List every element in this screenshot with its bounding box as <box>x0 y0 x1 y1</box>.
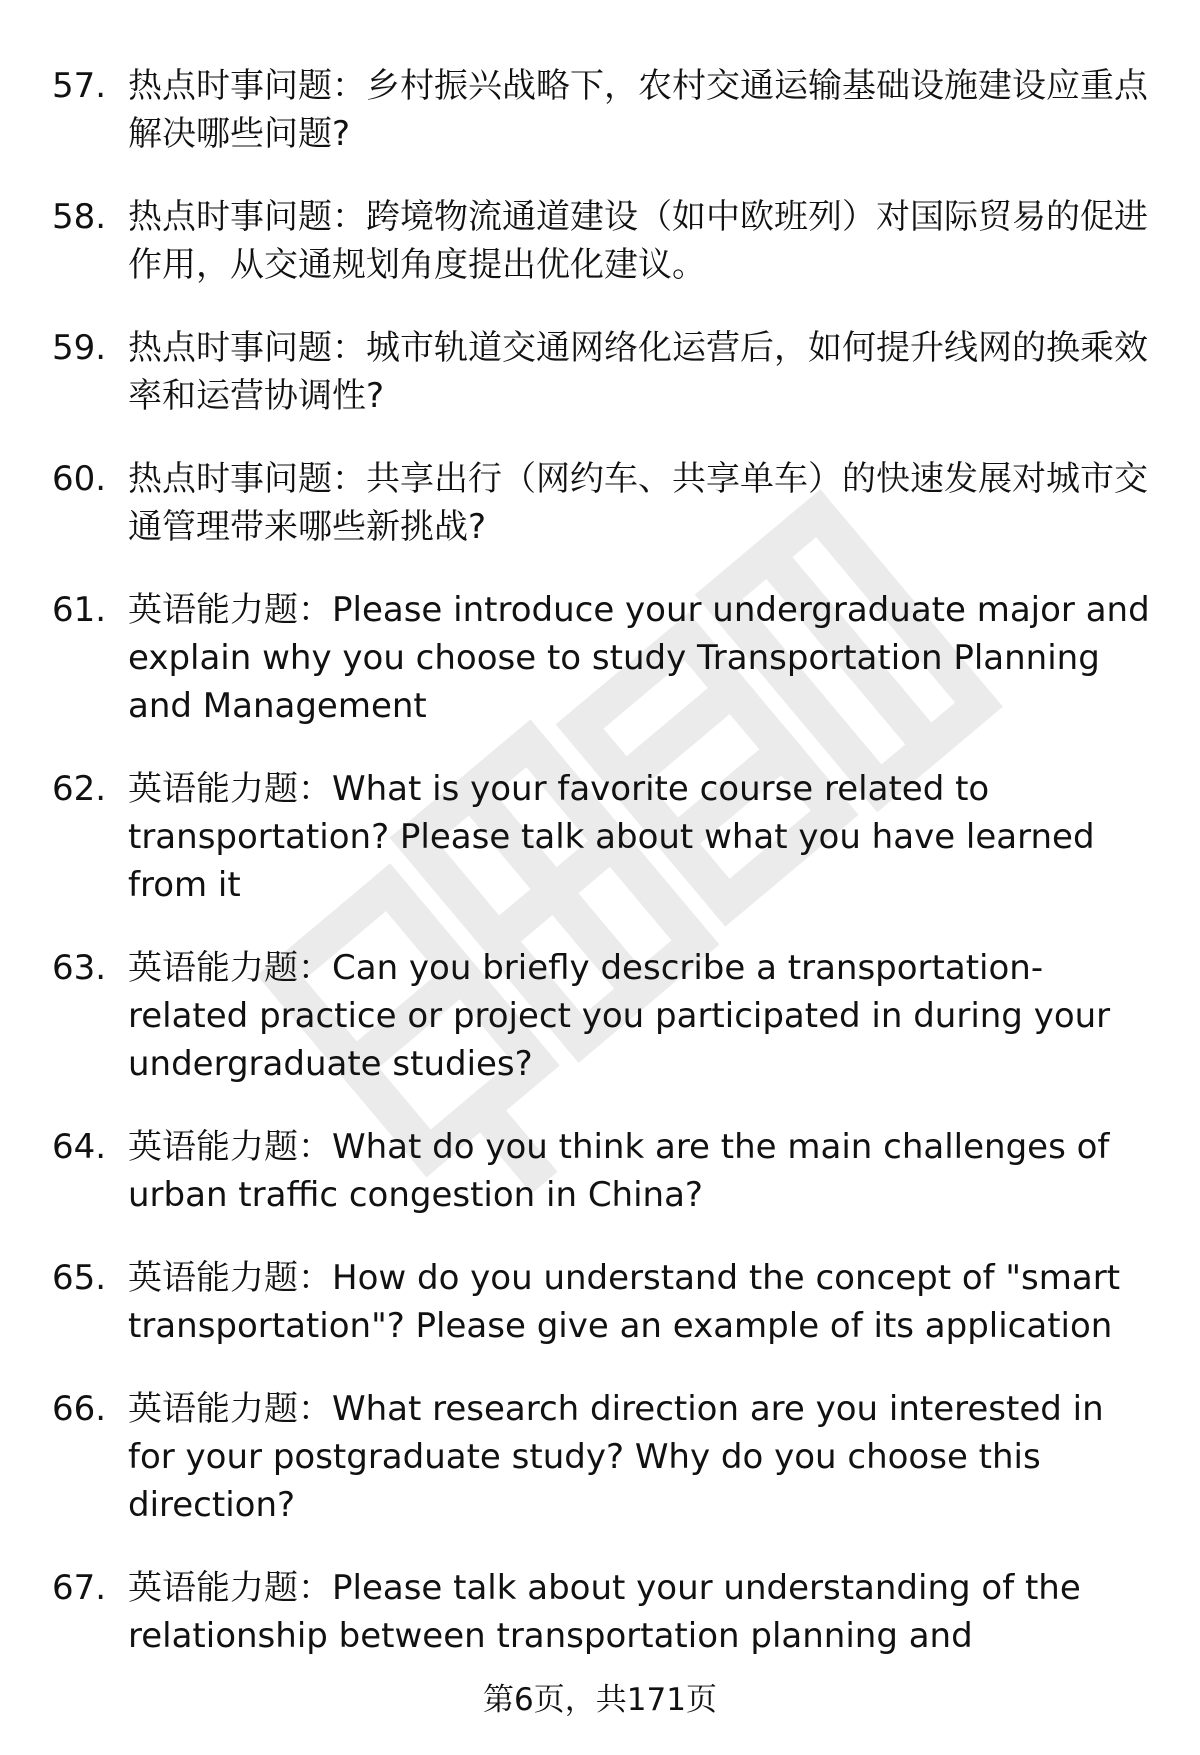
question-list <box>0 62 1200 1695</box>
question-item <box>0 62 1200 158</box>
question-item <box>0 1123 1200 1219</box>
question-text: 热点时事问题：乡村振兴战略下，农村交通运输基础设施建设应重点解决哪些问题? <box>128 66 1148 154</box>
question-text: 英语能力题：Please introduce your undergraduate major and explain why you choose to study Transportation Planning and Management <box>128 590 1150 726</box>
question-item <box>0 1564 1200 1660</box>
question-number: 66. <box>52 1389 107 1429</box>
question-number: 64. <box>52 1127 107 1167</box>
question-text: 热点时事问题：跨境物流通道建设（如中欧班列）对国际贸易的促进作用，从交通规划角度提出优化建议。 <box>128 197 1148 285</box>
question-item <box>0 586 1200 730</box>
question-number: 63. <box>52 948 107 988</box>
question-number: 65. <box>52 1258 107 1298</box>
question-item <box>0 1254 1200 1350</box>
question-number: 67. <box>52 1568 107 1608</box>
question-item <box>0 765 1200 909</box>
question-number: 59. <box>52 328 107 368</box>
question-text: 英语能力题：What do you think are the main challenges of urban traffic congestion in China? <box>128 1127 1110 1215</box>
question-item <box>0 944 1200 1088</box>
question-text: 英语能力题：Please talk about your understanding of the relationship between transportation planning and <box>128 1568 1081 1656</box>
question-number: 57. <box>52 66 107 106</box>
question-item <box>0 455 1200 551</box>
question-text: 英语能力题：Can you briefly describe a transportation-related practice or project you participated in during your undergraduate studies? <box>128 948 1111 1084</box>
question-text: 英语能力题：What research direction are you interested in for your postgraduate study? Why do you choose this direction? <box>128 1389 1104 1525</box>
question-item <box>0 324 1200 420</box>
question-text: 热点时事问题：共享出行（网约车、共享单车）的快速发展对城市交通管理带来哪些新挑战? <box>128 459 1148 547</box>
question-number: 61. <box>52 590 107 630</box>
question-number: 60. <box>52 459 107 499</box>
question-text: 英语能力题：How do you understand the concept of "smart transportation"? Please give an example of its application <box>128 1258 1121 1346</box>
question-number: 62. <box>52 769 107 809</box>
page-footer: 第6页，共171页 <box>483 1682 717 1718</box>
question-text: 英语能力题：What is your favorite course related to transportation? Please talk about what you have learned from it <box>128 769 1095 905</box>
question-item <box>0 1385 1200 1529</box>
question-item <box>0 193 1200 289</box>
question-number: 58. <box>52 197 107 237</box>
question-text: 热点时事问题：城市轨道交通网络化运营后，如何提升线网的换乘效率和运营协调性? <box>128 328 1148 416</box>
